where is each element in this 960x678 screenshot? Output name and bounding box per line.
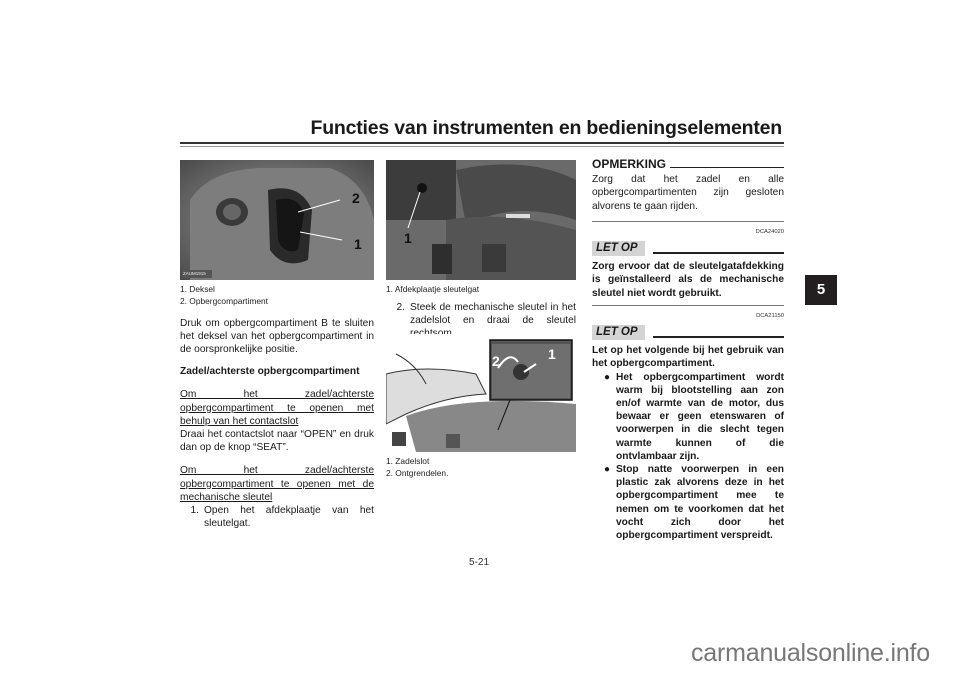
divider	[592, 221, 784, 222]
callout-2: 2	[492, 353, 500, 369]
letop-label: LET OP	[592, 241, 645, 256]
paragraph: Draai het contactslot naar “OPEN” en druk dan op de knop “SEAT”.	[180, 429, 374, 454]
note-heading	[592, 158, 784, 171]
header-rule-thin	[180, 146, 784, 147]
caption-item: 2. Ontgrendelen.	[386, 467, 449, 478]
warning-code: DCA21150	[756, 312, 784, 319]
keyhole-cover-photo	[386, 160, 576, 280]
column-3	[592, 158, 784, 542]
callout-1: 1	[354, 236, 362, 252]
warning-intro: Let op het volgende bij het gebruik van het opbergcompartiment.	[592, 345, 784, 370]
bullet-text: Stop natte voorwerpen in een plastic zak alvorens deze in het opbergcompartiment mee te nemen om te voorkomen dat het vocht zich door het opbergcompartiment verspreidt.	[616, 464, 784, 542]
letop-rule	[653, 252, 784, 254]
caption-item: 2. Opbergcompartiment	[180, 295, 268, 306]
watermark: carmanualsonline.info	[690, 639, 930, 667]
letop-label: LET OP	[592, 325, 645, 340]
callout-1: 1	[404, 230, 412, 246]
subsection-link[interactable]: Om het zadel/achterste opbergcompartiment te openen met behulp van het contactslot	[180, 389, 374, 427]
column-1	[180, 284, 374, 530]
image-code: ZAUM1915	[183, 271, 206, 276]
bullet-item	[604, 463, 784, 542]
caption-item: 1. Afdekplaatje sleutelgat	[386, 284, 480, 294]
caption-item: 1. Zadelslot	[386, 456, 430, 466]
subsection-link[interactable]: Om het zadel/achterste opbergcompartiment te openen met de mechanische sleutel	[180, 465, 374, 503]
letop-heading	[592, 241, 784, 256]
column-2	[386, 284, 576, 340]
bullet-icon: ●	[604, 464, 611, 476]
column-2-captions	[386, 456, 576, 480]
step-number: 2.	[396, 301, 405, 313]
callout-2: 2	[352, 190, 360, 206]
section-heading: Zadel/achterste opbergcompartiment	[180, 366, 360, 378]
bullet-text: Het opbergcompartiment wordt warm bij blootstelling aan zon en/of warmte van de motor, dus bewaar er geen etenswaren of voorwerpen in die slecht tegen warmte kunnen of die ontvlambaar zijn.	[616, 371, 784, 462]
step-text: Steek de mechanische sleutel in het zadelslot en draai de sleutel	[410, 301, 576, 326]
step-text: Open het afdekplaatje van het sleutelgat.	[204, 505, 374, 530]
letop-rule	[653, 336, 784, 338]
note-text: Zorg dat het zadel en alle opbergcompartimenten zijn gesloten alvorens te gaan rijden.	[592, 174, 784, 212]
divider	[592, 305, 784, 306]
header-rule	[180, 142, 784, 144]
page-number: 5-21	[469, 557, 490, 568]
page-title: Functies van instrumenten en bedieningselementen	[310, 117, 782, 139]
bullet-icon: ●	[604, 371, 611, 383]
caption-item: 1. Deksel	[180, 284, 215, 294]
storage-compartment-photo	[180, 160, 374, 280]
chapter-tab[interactable]: 5	[805, 275, 837, 305]
bullet-item	[604, 371, 784, 463]
seat-lock-illustration	[386, 334, 576, 452]
paragraph: Druk om opbergcompartiment B te sluiten het deksel van het opbergcompartiment in de oorspronkelijke positie.	[180, 317, 374, 355]
step-number: 1.	[190, 505, 199, 517]
step-item	[180, 504, 374, 530]
letop-heading	[592, 325, 784, 340]
note-title: OPMERKING	[592, 157, 667, 171]
note-rule	[670, 167, 784, 168]
warning-text: Zorg ervoor dat de sleutelgatafdekking is geïnstalleerd als de mechanische sleutel niet wordt gebruikt.	[592, 261, 784, 299]
callout-1: 1	[548, 346, 556, 362]
warning-code: DCA24020	[755, 228, 784, 235]
